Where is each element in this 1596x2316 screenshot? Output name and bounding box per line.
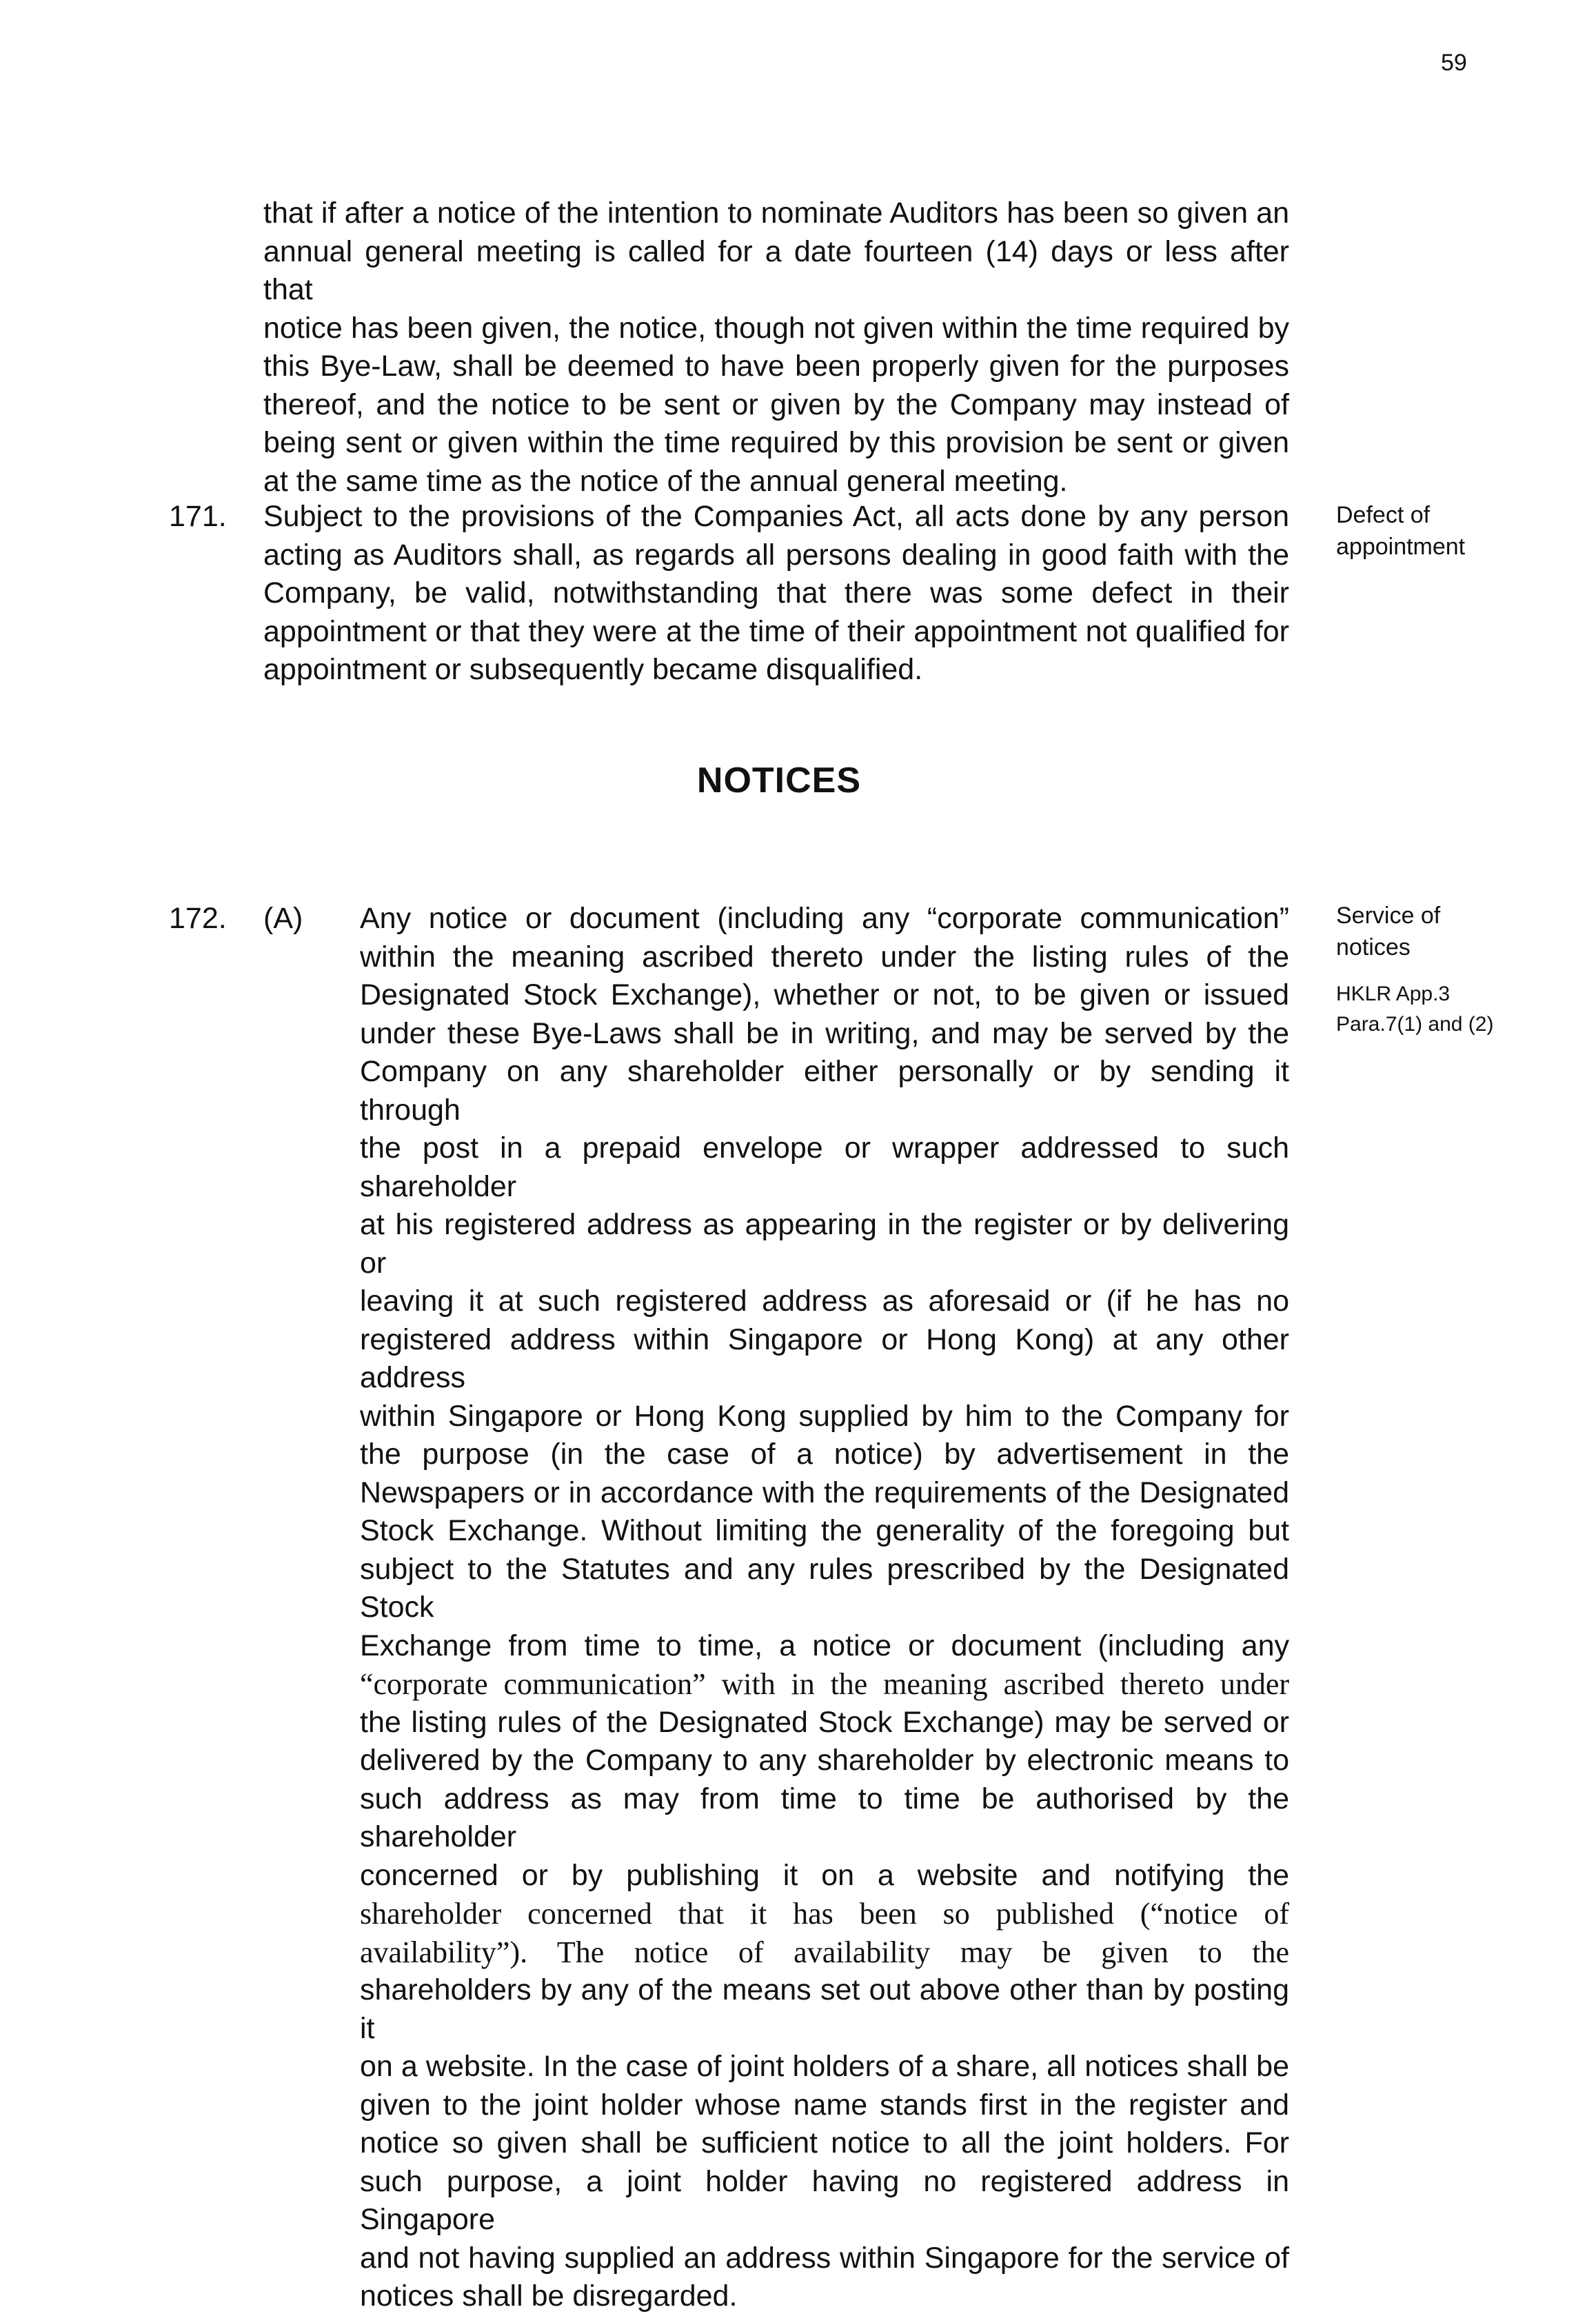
text-line: this Bye-Law, shall be deemed to have been properly given for the purposes xyxy=(263,350,1289,383)
text-line: delivered by the Company to any shareholder by electronic means to xyxy=(360,1744,1289,1777)
text-line: appointment or subsequently became disqualified. xyxy=(263,653,923,686)
text-line: shareholders by any of the means set out above other than by posting it xyxy=(360,1973,1289,2045)
subsection-label: (A) xyxy=(263,902,303,935)
section-number-172: 172. xyxy=(169,902,227,935)
text-line: the post in a prepaid envelope or wrapper addressed to such shareholder xyxy=(360,1131,1289,1203)
margin-note-hklr xyxy=(1336,979,1493,1040)
text-line: such purpose, a joint holder having no registered address in Singapore xyxy=(360,2164,1289,2236)
text-line: at his registered address as appearing in the register or by delivering or xyxy=(360,1208,1289,1280)
text-line: being sent or given within the time required by this provision be sent or given xyxy=(263,426,1289,459)
text-line: Subject to the provisions of the Companies Act, all acts done by any person xyxy=(263,500,1289,533)
section-172-paragraph xyxy=(360,900,1289,2316)
text-line: under these Bye-Laws shall be in writing, and may be served by the xyxy=(360,1016,1289,1050)
continuation-paragraph xyxy=(263,194,1289,501)
text-line: that if after a notice of the intention to nominate Auditors has been so given an xyxy=(263,197,1289,230)
text-line: annual general meeting is called for a date fourteen (14) days or less after that xyxy=(263,234,1289,306)
section-number-171: 171. xyxy=(169,500,227,533)
margin-note-line: Defect of xyxy=(1336,502,1431,528)
text-line: at the same time as the notice of the annual general meeting. xyxy=(263,464,1068,498)
margin-note-line: appointment xyxy=(1336,534,1466,560)
text-line: Company on any shareholder either personally or by sending it through xyxy=(360,1055,1289,1127)
text-line: the listing rules of the Designated Stock Exchange) may be served or xyxy=(360,1705,1289,1739)
text-line: on a website. In the case of joint holders of a share, all notices shall be xyxy=(360,2050,1289,2083)
text-line: subject to the Statutes and any rules prescribed by the Designated Stock xyxy=(360,1552,1289,1624)
text-line: notice so given shall be sufficient notice to all the joint holders. For xyxy=(360,2126,1289,2159)
margin-note-line: notices xyxy=(1336,934,1411,960)
text-line: “corporate communication” with in the meaning ascribed thereto under xyxy=(360,1667,1289,1701)
margin-note-service xyxy=(1336,900,1440,963)
section-heading: NOTICES xyxy=(696,761,862,800)
text-line: Designated Stock Exchange), whether or not, to be given or issued xyxy=(360,978,1289,1011)
text-line: and not having supplied an address within Singapore for the service of xyxy=(360,2241,1289,2275)
text-line: availability”). The notice of availability may be given to the xyxy=(360,1935,1289,1969)
text-line: leaving it at such registered address as aforesaid or (if he has no xyxy=(360,1285,1289,1318)
text-line: Stock Exchange. Without limiting the generality of the foregoing but xyxy=(360,1514,1289,1547)
text-line: Any notice or document (including any “corporate communication” xyxy=(360,902,1289,935)
text-line: the purpose (in the case of a notice) by advertisement in the xyxy=(360,1438,1289,1471)
text-line: acting as Auditors shall, as regards all persons dealing in good faith with the xyxy=(263,538,1289,572)
text-line: thereof, and the notice to be sent or given by the Company may instead of xyxy=(263,387,1289,421)
text-line: within the meaning ascribed thereto under the listing rules of the xyxy=(360,940,1289,974)
text-line: given to the joint holder whose name stands first in the register and xyxy=(360,2088,1289,2122)
text-line: concerned or by publishing it on a website and notifying the xyxy=(360,1858,1289,1892)
text-line: shareholder concerned that it has been so published (“notice of xyxy=(360,1897,1289,1931)
text-line: such address as may from time to time be authorised by the shareholder xyxy=(360,1782,1289,1853)
text-line: within Singapore or Hong Kong supplied by him to the Company for xyxy=(360,1399,1289,1433)
text-line: Newspapers or in accordance with the requirements of the Designated xyxy=(360,1476,1289,1509)
margin-note-defect xyxy=(1336,499,1465,563)
section-171-paragraph xyxy=(263,498,1289,689)
margin-note-line: HKLR App.3 xyxy=(1336,983,1451,1005)
margin-note-line: Service of xyxy=(1336,903,1441,929)
text-line: notices shall be disregarded. xyxy=(360,2279,738,2313)
margin-note-line: Para.7(1) and (2) xyxy=(1336,1013,1494,1036)
text-line: appointment or that they were at the time of their appointment not qualified for xyxy=(263,614,1289,648)
text-line: registered address within Singapore or Hong Kong) at any other address xyxy=(360,1322,1289,1394)
text-line: Company, be valid, notwithstanding that there was some defect in their xyxy=(263,576,1289,610)
text-line: Exchange from time to time, a notice or document (including any xyxy=(360,1629,1289,1662)
page-number: 59 xyxy=(1441,50,1467,76)
text-line: notice has been given, the notice, though not given within the time required by xyxy=(263,311,1289,345)
